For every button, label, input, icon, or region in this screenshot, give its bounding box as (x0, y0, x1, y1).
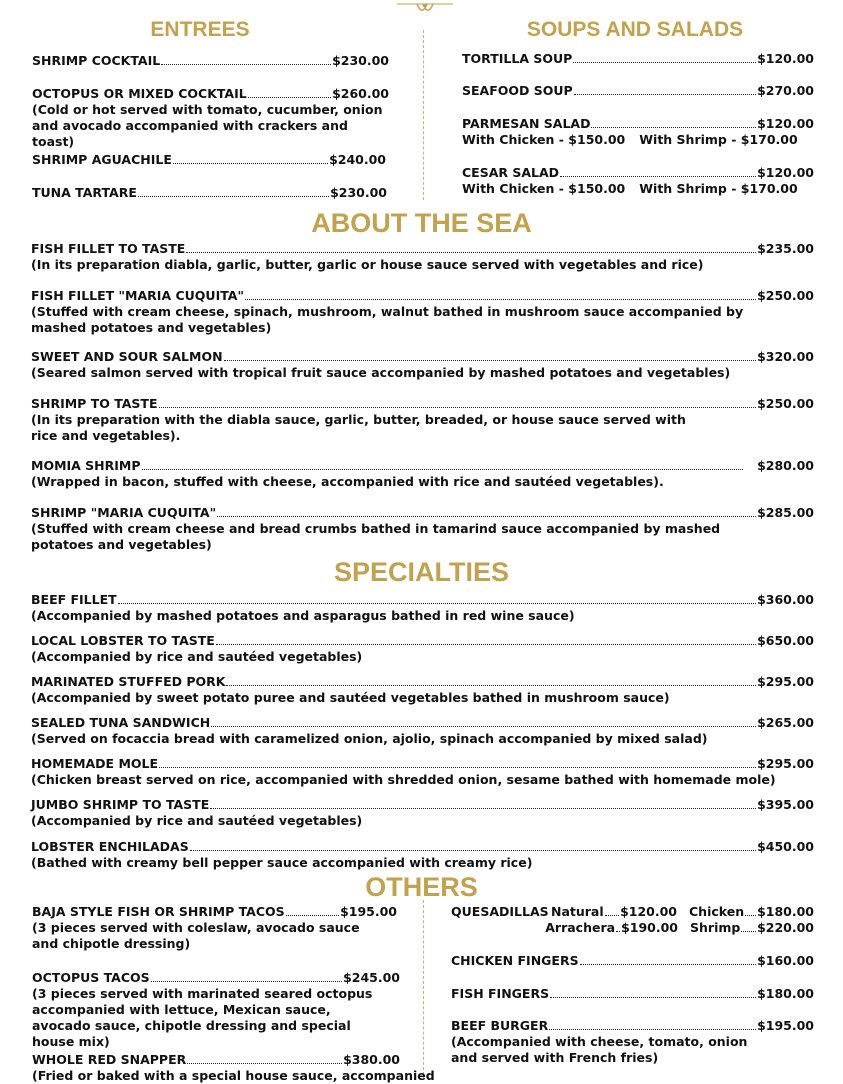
item-name: CHICKEN FINGERS (451, 953, 579, 968)
item-description: (Fried or baked with a special house sauce, accompanied (32, 1068, 435, 1083)
item-description: (Accompanied with cheese, tomato, onion and served with French fries) (451, 1034, 748, 1065)
item-price: $235.00 (757, 241, 814, 256)
item-option: With Shrimp - $170.00 (639, 132, 798, 147)
item-price: $270.00 (757, 83, 814, 98)
item-description: (Seared salmon served with tropical fruit sauce accompanied by mashed potatoes and vegetables) (31, 365, 731, 380)
ornament-icon (395, 0, 455, 16)
menu-item (32, 904, 397, 952)
item-name: JUMBO SHRIMP TO TASTE (31, 797, 210, 812)
item-name: SHRIMP "MARIA CUQUITA" (31, 505, 217, 520)
item-name: QUESADILLAS (451, 904, 549, 919)
menu-item (31, 715, 814, 747)
item-price: $650.00 (757, 633, 814, 648)
menu-item (31, 674, 814, 706)
item-name: LOCAL LOBSTER TO TASTE (31, 633, 215, 648)
item-name: BEEF BURGER (451, 1018, 549, 1033)
item-price: $250.00 (757, 396, 814, 411)
item-name: SHRIMP COCKTAIL (32, 53, 161, 68)
menu-item (451, 953, 814, 969)
item-description: (Accompanied by sweet potato puree and sautéed vegetables bathed in mushroom sauce) (31, 690, 670, 705)
item-price: $395.00 (757, 797, 814, 812)
item-price: $230.00 (332, 53, 389, 68)
item-name: MOMIA SHRIMP (31, 458, 141, 473)
item-description: (Wrapped in bacon, stuffed with cheese, accompanied with rice and sautéed vegetables). (31, 474, 664, 489)
item-price: $245.00 (343, 970, 400, 985)
variant-label: Chicken (689, 904, 745, 919)
section-title-entrees: ENTREES (150, 18, 250, 41)
menu-item (31, 288, 814, 336)
menu-item (31, 349, 814, 381)
item-name: SHRIMP AGUACHILE (32, 152, 172, 167)
item-price: $195.00 (340, 904, 397, 919)
item-option: With Chicken - $150.00 (462, 132, 626, 147)
item-option: With Chicken - $150.00 (462, 181, 626, 196)
item-price: $120.00 (757, 51, 814, 66)
item-price: $160.00 (757, 953, 814, 968)
variant-price: $190.00 (621, 920, 678, 935)
item-description: (Served on focaccia bread with caramelized onion, ajolio, spinach accompanied by mixed salad) (31, 731, 708, 746)
section-title-sea: ABOUT THE SEA (311, 208, 532, 238)
menu-item (32, 1052, 435, 1084)
section-title-others: OTHERS (365, 872, 478, 902)
item-price: $285.00 (757, 505, 814, 520)
item-price: $250.00 (757, 288, 814, 303)
item-price: $260.00 (332, 86, 389, 101)
item-name: SHRIMP TO TASTE (31, 396, 158, 411)
menu-item (451, 1018, 814, 1066)
menu-item (32, 185, 387, 201)
item-description: (Accompanied by mashed potatoes and asparagus bathed in red wine sauce) (31, 608, 575, 623)
menu-item (31, 633, 814, 665)
item-name: SEALED TUNA SANDWICH (31, 715, 211, 730)
item-name: BAJA STYLE FISH OR SHRIMP TACOS (32, 904, 285, 919)
variant-label: Shrimp (690, 920, 741, 935)
menu-item (462, 83, 814, 99)
menu-item (31, 241, 814, 273)
item-description: (Chicken breast served on rice, accompanied with shredded onion, sesame bathed with homemade mole) (31, 772, 776, 787)
item-name: PARMESAN SALAD (462, 116, 591, 131)
menu-item (31, 458, 814, 490)
item-description: (Accompanied by rice and sautéed vegetables) (31, 649, 363, 664)
item-price: $240.00 (329, 152, 386, 167)
menu-item (32, 86, 389, 150)
item-description: (In its preparation with the diabla sauce, garlic, butter, breaded, or house sauce served with rice and vegetables). (31, 412, 686, 443)
item-description: (Bathed with creamy bell pepper sauce accompanied with creamy rice) (31, 855, 533, 870)
item-description: (Stuffed with cream cheese, spinach, mushroom, walnut bathed in mushroom sauce accompanied by mashed potatoes and vegetables) (31, 304, 744, 335)
section-title-soups: SOUPS AND SALADS (526, 18, 744, 41)
section-title-specialties: SPECIALTIES (333, 557, 510, 587)
menu-item (31, 592, 814, 624)
item-name: OCTOPUS TACOS (32, 970, 150, 985)
item-description: (3 pieces served with marinated seared octopus accompanied with lettuce, Mexican sauce, avocado sauce, chipotle dressing and special house mix) (32, 986, 373, 1049)
item-price: $380.00 (343, 1052, 400, 1067)
item-price: $280.00 (757, 458, 814, 473)
item-name: BEEF FILLET (31, 592, 117, 607)
item-name: WHOLE RED SNAPPER (32, 1052, 187, 1067)
variant-price: $220.00 (757, 920, 814, 935)
item-description: (In its preparation diabla, garlic, butter, garlic or house sauce served with vegetables and rice) (31, 257, 704, 272)
menu-item (31, 839, 814, 871)
item-price: $295.00 (757, 756, 814, 771)
menu-item (32, 970, 400, 1050)
item-price: $265.00 (757, 715, 814, 730)
item-price: $120.00 (757, 116, 814, 131)
menu-item (31, 505, 814, 553)
variant-price: $180.00 (757, 904, 814, 919)
item-description: (Cold or hot served with tomato, cucumber, onion and avocado accompanied with crackers and toast) (32, 102, 383, 149)
item-name: HOMEMADE MOLE (31, 756, 159, 771)
item-name: CESAR SALAD (462, 165, 560, 180)
item-name: TORTILLA SOUP (462, 51, 573, 66)
item-name: LOBSTER ENCHILADAS (31, 839, 189, 854)
menu-item-quesadillas (451, 904, 814, 936)
item-price: $320.00 (757, 349, 814, 364)
item-price: $230.00 (330, 185, 387, 200)
item-price: $195.00 (757, 1018, 814, 1033)
item-name: OCTOPUS OR MIXED COCKTAIL (32, 86, 247, 101)
menu-item (32, 152, 386, 168)
menu-item (451, 986, 814, 1002)
column-divider (423, 900, 424, 1080)
item-name: FISH FILLET TO TASTE (31, 241, 186, 256)
item-description: (3 pieces served with coleslaw, avocado sauce and chipotle dressing) (32, 920, 360, 951)
item-price: $360.00 (757, 592, 814, 607)
item-option: With Shrimp - $170.00 (639, 181, 798, 196)
item-name: MARINATED STUFFED PORK (31, 674, 226, 689)
variant-label: Arrachera (545, 920, 616, 935)
item-name: SWEET AND SOUR SALMON (31, 349, 223, 364)
item-price: $295.00 (757, 674, 814, 689)
item-name: FISH FILLET "MARIA CUQUITA" (31, 288, 244, 303)
menu-item (31, 396, 814, 444)
menu-item (462, 165, 814, 197)
menu-item (462, 116, 814, 148)
menu-item (31, 756, 814, 788)
item-description: (Accompanied by rice and sautéed vegetables) (31, 813, 363, 828)
item-name: FISH FINGERS (451, 986, 550, 1001)
menu-item (462, 51, 814, 67)
menu-item (32, 53, 389, 69)
item-price: $180.00 (757, 986, 814, 1001)
item-description: (Stuffed with cream cheese and bread crumbs bathed in tamarind sauce accompanied by mashed potatoes and vegetables) (31, 521, 721, 552)
variant-price: $120.00 (620, 904, 677, 919)
item-name: SEAFOOD SOUP (462, 83, 573, 98)
item-name: TUNA TARTARE (32, 185, 137, 200)
column-divider (423, 30, 424, 200)
menu-item (31, 797, 814, 829)
item-price: $120.00 (757, 165, 814, 180)
variant-label: Natural (551, 904, 604, 919)
item-price: $450.00 (757, 839, 814, 854)
